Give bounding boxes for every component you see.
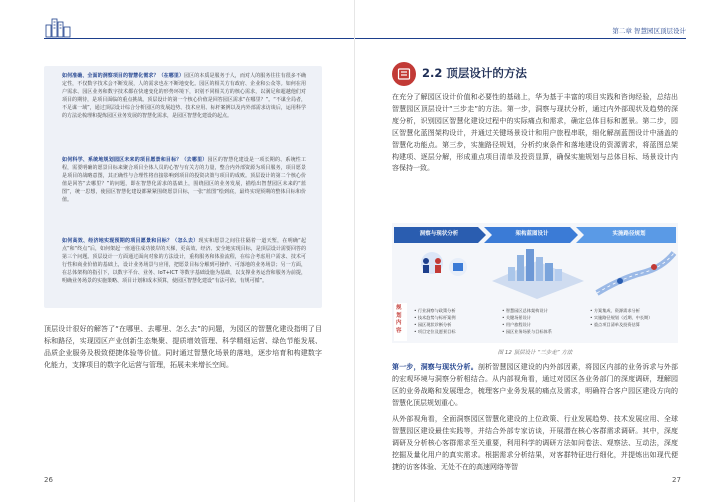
question-1 [62,72,306,152]
chapter-header: 第二章 智慧园区顶层设计 [612,27,686,35]
list-item: • 关键场景设计 [502,315,531,320]
right-page-number: 27 [672,476,681,484]
step-1-text: 剖析智慧园区建设的内外部因素，将园区内部的业务诉求与外部的宏观环境与洞察分析相结合。从内部视角看，通过对园区各业务部门的深度调研，理解园区的业务战略和发展理念，梳理客户业务发展的痛点及需求，明确符合客户园区建设方向的智慧化顶层规划重心。 [392,363,679,407]
section-badge-icon [392,62,416,86]
list-item: • 技术趋势与标杆案例 [414,315,456,320]
list-item: • 重点项目清单及投资估算 [590,322,640,327]
intro-paragraph: 在充分了解园区设计价值和必要性的基础上，华为基于丰富的项目实践和咨询经验，总结出智慧园区顶层设计“三步走”的方法。第一步，洞察与现状分析，通过内外部现状及趋势的深度分析，识别园区智慧化建设过程中的实际痛点和需求，确定总体目标和愿景。第二步，园区智慧化蓝图架构设计，并通过关键场景设计和用户旅程串联，细化解剖蓝图设计中涵盖的智慧化功能点。第三步，实施路径规划，分析约束条件和落地建设的资源需求，将蓝图总架构建项、逐层分解，形成重点项目清单及投资显算，确保实施规划与总体目标、场景设计内容保持一致。 [392,93,678,173]
outer-view-paragraph: 从外部视角看，全面洞察园区智慧化建设的上位政策、行业发展趋势、技术发展应用、全球智慧园区建设最佳实践等，并结合外部专家访谈，开展潜在核心客群需求调研。其中，深度调研及分析核心客群需求至关重要，利用科学的调研方法如问卷法、观察法、互动法，深度挖掘及量化用户的真实需求。根据需求分析结果，对客群特征进行细化，并提炼出如现代便捷的访客体验、无处不在的高速网络等智 [392,415,678,471]
left-body-paragraph: 顶层设计很好的解答了“在哪里、去哪里、怎么去”的问题，为园区的智慧化建设指明了目标和路径，实现园区产业创新生态集聚、提质增效管理、科学精细运营、绿色节能发展、品质企业服务及极致便捷体验等价值。同时通过智慧化场景的落地，逐步培育和构建数字化能力，支撑项目的数字化运营与管理，拓展未来增长空间。 [44,325,322,369]
figure-caption: 图 12 顶层设计 “三步走” 方法 [497,350,573,356]
question-1-body: 园区的本质是服务于人，而对人的服务往往有很多不确定性，不仅数字技术会不断发展，人的需求也在不断地变化。园区的相关方有政府、企业和公众等。如何在用户需求、园区业务和数字技术都在快速变化的形势环境下，识别不同相关方的核心需求，以满足和超越他们对项目的期待，是项目面临的重点挑战。顶层设计的第一个核心价值是回答园区需求“在哪里？”。“不谋全局者，不足谋一域”，通过顶层设计综合分析园区的发展趋势、技术应用、标杆案例以及内外部需求访谈后，运用科学的方法论梳理和提炼园区业务发展的智慧化需求，是园区智慧化建设的起点。 [62,73,306,120]
question-3 [62,237,306,305]
step-3-list [590,307,676,328]
question-1-title: 如何准确、全面的洞察项目的智慧化需求？（在哪里） [62,73,185,79]
city-skyline-icon [44,16,74,38]
list-item: • 实施路径规划（近期、中长期） [590,315,653,320]
step-1-paragraph [392,362,678,410]
list-item: • 行业洞察与政策分析 [414,308,456,313]
header-rule [355,38,686,39]
left-page-number: 26 [44,476,53,484]
step-1-list [414,307,494,335]
list-item: • 智慧园区总体架构设计 [502,308,548,313]
step-1-lead: 第一步，洞察与现状分析。 [392,363,478,371]
row-label: 规划内容 [396,305,402,334]
question-2-body: 园区的智慧化建设是一项长期的、系统性工程，需要明确的愿景目标来聚合项目全体人员的心智与有关方的力量，整合内外部资源为项目服务，项目愿景是项目的战略意图，其正确性与合理性将直接影响到项目的投资决策与项目的成败。顶层设计的第二个核心价值是回答“去哪里？”的问题，即在智慧化需求的基础上，围绕园区的业务发展，描绘出智慧园区未来的“蓝图”，统一思想，使园区智慧化建设都紧紧围绕愿景目标，一张“蓝图”绘到底，最终实现预期的整体目标和价值。 [62,157,306,204]
list-item: • 用户旅程设计 [502,322,531,327]
step-3-label: 实施路径规划 [612,231,646,237]
section-title: 2.2 顶层设计的方法 [422,66,527,80]
question-3-body: 现实和愿景之间往往隔着一道天堑，在明确“起点”和“终点”后，如何架起一座通往成功彼岸的天梯，更高效、经济、安全地实现目标，是顶层设计需要回答的第三个问题。顶层设计一方面通过面向对象的方法设计，重构服务和体验流程，在综合考虑用户需求、技术可行性和商业价值的基础上，设计业务场景与应用，把愿景目标分解到可操作、可落地的业务场景；另一方面，在总体架构的指引下，以数字平台、业务、IoT+ICT 等数字基础设施为基础，以支撑业务运营和服务为前提，明确业务场景的实施策略、项目计划和成本预算，使园区智慧化建设“有法可依、有规可循”。 [62,238,306,285]
question-3-title: 如何高效、经济地实现预期的项目愿景和目标？（怎么去） [62,238,199,244]
list-item: • 园区业务场景与目标体系 [502,329,552,334]
header-rule [44,38,355,39]
step-1-label: 洞察与现状分析 [419,231,459,237]
list-item: • 项目定位及愿景目标 [414,329,456,334]
question-2 [62,156,306,231]
list-item: • 方案集成、资源需求分析 [590,308,640,313]
question-2-title: 如何科学、系统地规划园区未来的项目愿景和目标？（去哪里） [62,157,208,163]
list-item: • 园区现状诊断分析 [414,322,452,327]
step-2-label: 架构蓝图设计 [515,231,549,237]
step-2-list [502,307,582,335]
three-step-figure [392,223,678,343]
